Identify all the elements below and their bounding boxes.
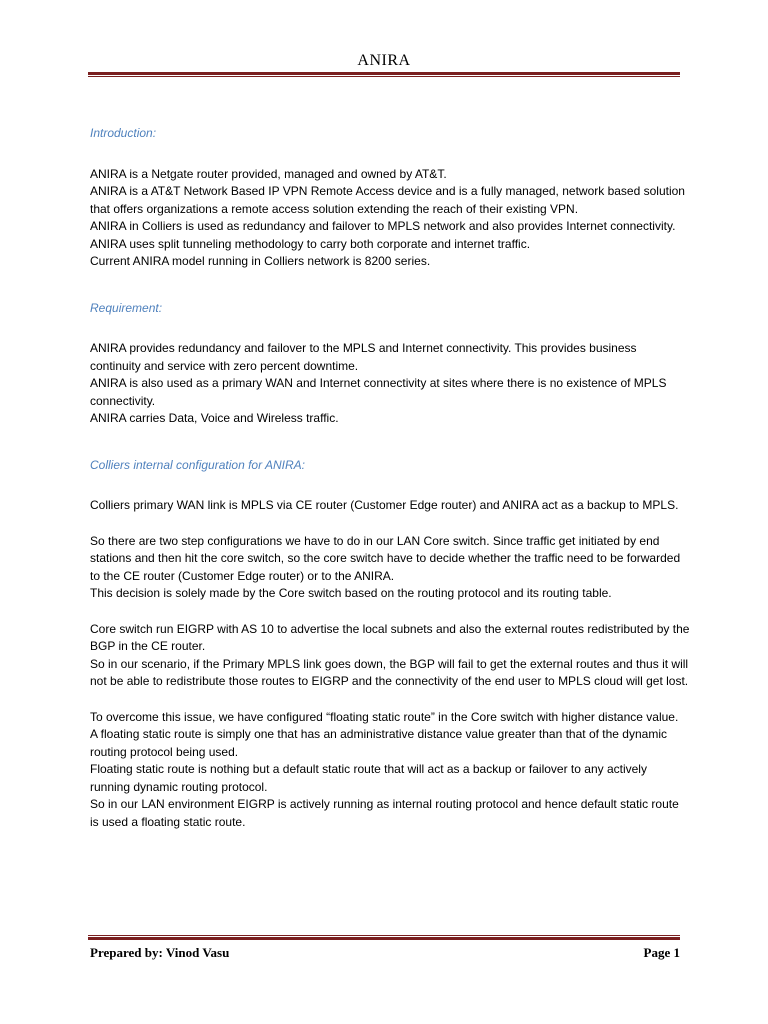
intro-line: ANIRA is a Netgate router provided, managed and owned by AT&T. [90,166,447,181]
config-paragraph: Colliers primary WAN link is MPLS via CE router (Customer Edge router) and ANIRA act as a backup to MPLS. [90,498,679,512]
requirement-line: ANIRA provides redundancy and failover to the MPLS and Internet connectivity. This provides business continuity and service with zero percent downtime. [90,341,637,373]
config-line: This decision is solely made by the Core switch based on the routing protocol and its routing table. [90,586,612,600]
config-line: A floating static route is simply one that has an administrative distance value greater than that of the dynamic routing protocol being used. [90,727,667,759]
page-number: Page 1 [643,945,680,960]
document-body [90,125,690,831]
config-line: Floating static route is nothing but a default static route that will act as a backup or failover to any actively running dynamic routing protocol. [90,762,647,794]
prepared-by-label: Prepared by: Vinod Vasu [90,945,230,960]
introduction-heading: Introduction: [90,126,157,140]
requirement-line: ANIRA carries Data, Voice and Wireless traffic. [90,411,339,425]
config-line: Core switch run EIGRP with AS 10 to advertise the local subnets and also the external routes redistributed by the BGP in the CE router. [90,621,690,653]
intro-line: ANIRA in Colliers is used as redundancy and failover to MPLS network and also provides Internet connectivity. [90,219,676,233]
requirement-heading: Requirement: [90,300,163,315]
config-line: To overcome this issue, we have configured “floating static route” in the Core switch with higher distance value. [90,709,679,724]
footer-rule [88,935,680,940]
config-line: So there are two step configurations we have to do in our LAN Core switch. Since traffic get initiated by end stations and then hit the core switch, so the core switch have to decide whether the traffic need to be forwarded to the CE router (Customer Edge router) or to the ANIRA. [90,533,681,583]
header-rule [88,72,680,77]
page-header-title: ANIRA [357,52,411,69]
requirement-line: ANIRA is also used as a primary WAN and Internet connectivity at sites where there is no existence of MPLS connectivity. [90,376,667,408]
page-footer [90,945,680,961]
config-line: So in our LAN environment EIGRP is actively running as internal routing protocol and hence default static route is used a floating static route. [90,797,679,829]
intro-line: Current ANIRA model running in Colliers network is 8200 series. [90,254,431,268]
intro-line: ANIRA is a AT&T Network Based IP VPN Remote Access device and is a fully managed, network based solution that offers organizations a remote access solution extending the reach of their existing VPN. [90,184,685,216]
config-heading: Colliers internal configuration for ANIRA: [90,457,305,472]
config-line: So in our scenario, if the Primary MPLS link goes down, the BGP will fail to get the external routes and thus it will not be able to redistribute those routes to EIGRP and the connectivity of the end user to MPLS cloud will get lost. [90,656,689,688]
intro-line: ANIRA uses split tunneling methodology to carry both corporate and internet traffic. [90,236,531,251]
